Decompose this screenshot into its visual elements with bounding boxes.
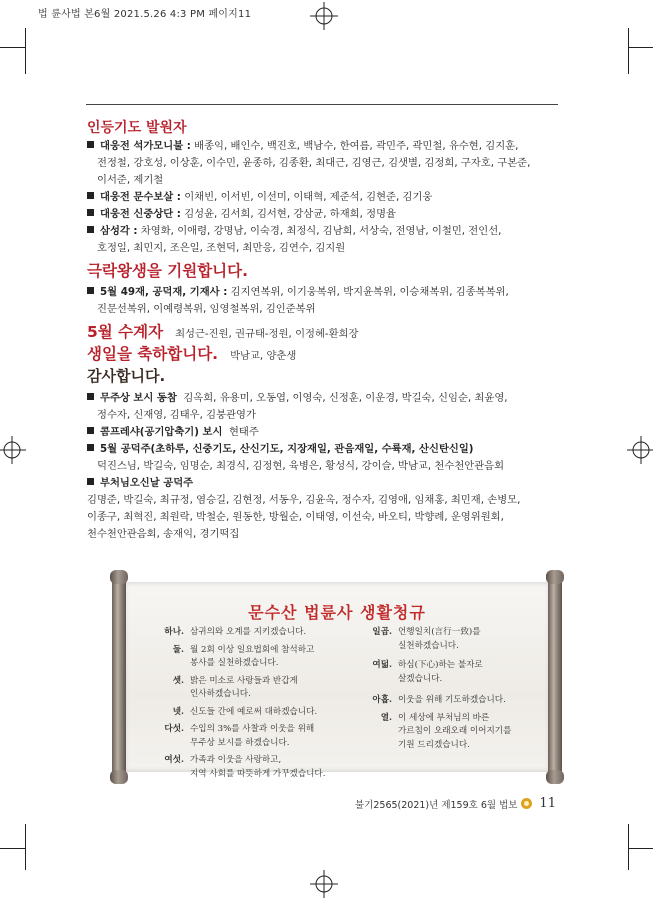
registration-mark-icon	[0, 436, 26, 464]
rule-item: 여덟. 하심(下心)하는 불자로 살겠습니다.	[372, 660, 483, 684]
scroll-paper	[124, 582, 550, 779]
heading-birthday: 생일을 축하합니다.	[87, 345, 219, 363]
crop-mark	[628, 28, 629, 74]
scroll-rod-right	[548, 572, 562, 782]
list-item: 대웅전 문수보살 : 이채빈, 이서빈, 이선미, 이태혁, 제준석, 김현준, 김기웅	[87, 189, 577, 206]
bullet-icon	[87, 209, 94, 216]
bullet-icon	[87, 226, 94, 233]
heading-lamp-donors: 인등기도 발원자	[87, 120, 187, 136]
rule-item: 넷. 신도들 간에 예로써 대하겠습니다.	[172, 706, 318, 717]
page-footer	[355, 796, 556, 811]
crop-mark	[628, 848, 653, 849]
bullet-icon	[87, 444, 94, 451]
crop-mark	[25, 28, 26, 74]
page-number: 11	[539, 796, 556, 811]
list-item: 무주상 보시 동참 김옥희, 유용미, 오동엽, 이영숙, 신정훈, 이운경, 박길숙, 신임순, 최윤영,	[87, 390, 577, 407]
rule-item: 하나. 삼귀의와 오계를 지키겠습니다.	[164, 627, 307, 637]
list-item: 5월 49재, 공덕재, 기재사 : 김지연복위, 이기웅복위, 박지윤복위, 이승채복위, 김종복복위,	[87, 284, 577, 301]
bullet-icon	[87, 192, 94, 199]
registration-mark-icon	[310, 870, 338, 898]
birthday-names: 박남교, 양춘생	[230, 350, 297, 362]
crop-mark	[0, 848, 25, 849]
rule-item: 셋. 밝은 미소로 사랑들과 반갑게 인사하겠습니다.	[172, 675, 298, 699]
heading-thanks: 감사합니다.	[87, 367, 166, 385]
list-item: 부처님오신날 공덕주	[87, 475, 577, 492]
rules-scroll	[112, 572, 562, 782]
list-item-continued: 이종구, 최혁진, 최원락, 박철순, 원동한, 방월순, 이태영, 이선숙, 바오티, 박향례, 운영위원회,	[87, 511, 504, 523]
scroll-rod-left	[112, 572, 126, 782]
list-item-continued: 천수천안관음회, 송재익, 경기떡집	[87, 528, 240, 540]
birthday	[87, 344, 577, 364]
list-item-continued: 이서준, 제기철	[97, 174, 164, 186]
bullet-icon	[87, 427, 94, 434]
bullet-icon	[87, 393, 94, 400]
rules-right-column	[358, 626, 568, 756]
list-item-continued: 진문선복위, 이예령복위, 임영철복위, 김인준복위	[97, 303, 316, 315]
rule-item: 둘. 월 2회 이상 일요법회에 참석하고 봉사를 실천하겠습니다.	[172, 644, 315, 668]
list-item-continued: 정수자, 신재영, 김태우, 김붕관영가	[97, 409, 256, 421]
list-item: 콤프레샤(공기압축기) 보시 현태주	[87, 424, 577, 441]
scroll-title: 문수산 법륜사 생활청규	[248, 603, 426, 622]
top-rule	[86, 104, 558, 105]
crop-mark	[628, 47, 653, 48]
list-item-continued: 덕진스님, 박길숙, 임명순, 최경식, 김정현, 육병은, 황성식, 강이슬, 박남교, 천수천안관음회	[97, 460, 505, 472]
heading-may-ordination: 5월 수계자	[87, 323, 164, 341]
bullet-icon	[87, 478, 94, 485]
crop-mark	[628, 824, 629, 870]
list-item: 삼성각 : 차영화, 이애령, 강명남, 이숙경, 최정식, 김남희, 서상숙, 전영남, 이철민, 전인선,	[87, 223, 577, 240]
list-item: 대웅전 석가모니불 : 배종익, 배인수, 백진호, 백남수, 한여름, 곽민주, 곽민철, 유수현, 김지훈,	[87, 138, 577, 155]
print-slug: 법 륜사법 본6월 2021.5.26 4:3 PM 페이지11	[38, 9, 252, 20]
may-ordination	[87, 322, 577, 342]
heading-memorial: 극락왕생을 기원합니다.	[87, 262, 249, 280]
rule-item: 다섯. 수입의 3%를 사찰과 이웃을 위해 무주상 보시를 하겠습니다.	[164, 724, 315, 748]
rule-item: 여섯. 가족과 이웃을 사랑하고, 지역 사회를 따뜻하게 가꾸겠습니다.	[164, 755, 326, 779]
bullet-icon	[87, 141, 94, 148]
rule-item: 아홉. 이웃을 위해 기도하겠습니다.	[372, 695, 506, 705]
list-item: 대웅전 신중상단 : 김성윤, 김서희, 김서현, 강삼균, 하재희, 정명율	[87, 206, 577, 223]
registration-mark-icon	[627, 436, 653, 464]
list-item-continued: 호정일, 최민지, 조은일, 조현덕, 최만응, 김연수, 김지원	[97, 242, 346, 254]
main-content	[87, 118, 577, 543]
list-item-continued: 전정철, 강호성, 이상훈, 이수민, 윤종하, 김종환, 최대근, 김영근, 김샛별, 김정희, 구자호, 구본준,	[97, 157, 531, 169]
registration-mark-icon	[310, 2, 338, 30]
crop-mark	[25, 824, 26, 870]
flower-icon	[521, 798, 532, 809]
crop-mark	[0, 47, 25, 48]
footer-issue: 불기2565(2021)년 제159호 6월 법보	[355, 799, 518, 811]
list-item-continued: 김명준, 박길숙, 최규정, 염승길, 김현정, 서동우, 김윤옥, 정수자, 김영애, 임채홍, 최민재, 손병모,	[87, 494, 521, 506]
bullet-icon	[87, 287, 94, 294]
rules-left-column	[142, 626, 370, 785]
rule-item: 열. 이 세상에 부처님의 바른 가르침이 오래오래 이어지기를 기원 드리겠습니다.	[380, 712, 512, 750]
rule-item: 일곱. 언행일치(言行一致)를 실천하겠습니다.	[372, 627, 481, 651]
list-item: 5월 공덕주(초하루, 신중기도, 산신기도, 지장재일, 관음재일, 수륙재, 산신탄신일)	[87, 441, 577, 458]
ordination-names: 최성근-진원, 권규태-정원, 이정혜-환희장	[175, 328, 359, 340]
